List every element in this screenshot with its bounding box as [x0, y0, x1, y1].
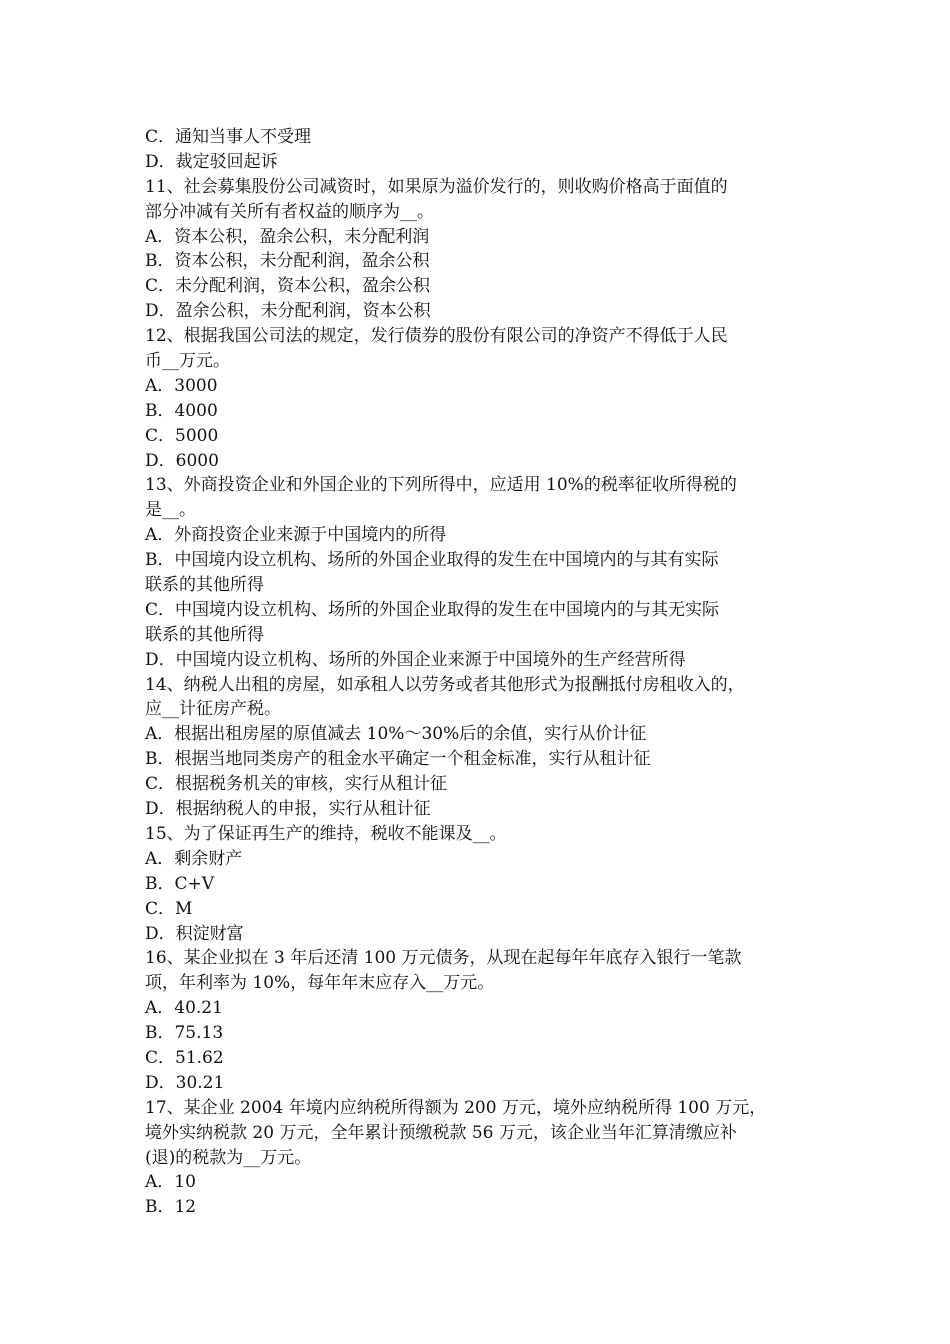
text-line: A．10: [145, 1172, 196, 1193]
text-line: 12、根据我国公司法的规定，发行债券的股份有限公司的净资产不得低于人民: [145, 326, 728, 347]
text-line: 17、某企业 2004 年境内应纳税所得额为 200 万元，境外应纳税所得 100 万元，: [145, 1097, 767, 1118]
text-line: 14、纳税人出租的房屋，如承租人以劳务或者其他形式为报酬抵付房租收入的，: [145, 674, 745, 695]
text-line: 境外实纳税款 20 万元，全年累计预缴税款 56 万元，该企业当年汇算清缴应补: [145, 1122, 737, 1143]
text-line: 15、为了保证再生产的维持，税收不能课及__。: [145, 823, 507, 844]
text-line: (退)的税款为__万元。: [145, 1147, 312, 1168]
text-line: A．剩余财产: [145, 848, 243, 869]
text-line: 联系的其他所得: [145, 575, 264, 596]
text-line: 部分冲减有关所有者权益的顺序为__。: [145, 201, 434, 222]
text-line: B．中国境内设立机构、场所的外国企业取得的发生在中国境内的与其有实际: [145, 550, 719, 571]
text-line: C．中国境内设立机构、场所的外国企业取得的发生在中国境内的与其无实际: [145, 599, 720, 620]
text-line: B．4000: [145, 400, 218, 421]
text-line: D．盈余公积，未分配利润，资本公积: [145, 301, 431, 322]
text-line: A．根据出租房屋的原值减去 10%～30%后的余值，实行从价计征: [145, 724, 647, 745]
text-line: C．未分配利润，资本公积，盈余公积: [145, 276, 431, 297]
text-line: 联系的其他所得: [145, 624, 264, 645]
text-line: D．中国境内设立机构、场所的外国企业来源于中国境外的生产经营所得: [145, 649, 686, 670]
text-line: 币__万元。: [145, 351, 230, 372]
text-line: B．资本公积，未分配利润，盈余公积: [145, 251, 430, 272]
text-line: 应__计征房产税。: [145, 699, 281, 720]
text-line: 16、某企业拟在 3 年后还清 100 万元债务，从现在起每年年底存入银行一笔款: [145, 948, 742, 969]
text-line: C．51.62: [145, 1047, 224, 1068]
text-line: D．6000: [145, 450, 219, 471]
text-line: C．通知当事人不受理: [145, 127, 312, 147]
text-line: D．积淀财富: [145, 923, 244, 944]
text-line: B．12: [145, 1197, 197, 1218]
text-line: D．根据纳税人的申报，实行从租计征: [145, 799, 431, 820]
text-line: B．75.13: [145, 1023, 224, 1044]
text-line: 项，年利率为 10%，每年年末应存入__万元。: [145, 973, 495, 994]
text-line: 11、社会募集股份公司减资时，如果原为溢价发行的，则收购价格高于面值的: [145, 176, 728, 197]
text-line: C．5000: [145, 425, 219, 446]
question-text-block: [145, 125, 810, 1220]
text-line: A．外商投资企业来源于中国境内的所得: [145, 525, 447, 546]
text-line: A．3000: [145, 375, 218, 396]
text-line: 是__。: [145, 500, 196, 521]
text-line: D．30.21: [145, 1072, 225, 1093]
text-line: C．根据税务机关的审核，实行从租计征: [145, 774, 448, 795]
text-line: B．C+V: [145, 873, 215, 894]
text-line: B．根据当地同类房产的租金水平确定一个租金标准，实行从租计征: [145, 749, 651, 770]
text-line: 13、外商投资企业和外国企业的下列所得中，应适用 10%的税率征收所得税的: [145, 475, 737, 496]
text-line: A．资本公积，盈余公积，未分配利润: [145, 226, 430, 247]
text-line: D．裁定驳回起诉: [145, 151, 278, 172]
text-line: C．M: [145, 898, 193, 919]
text-line: A．40.21: [145, 998, 223, 1019]
